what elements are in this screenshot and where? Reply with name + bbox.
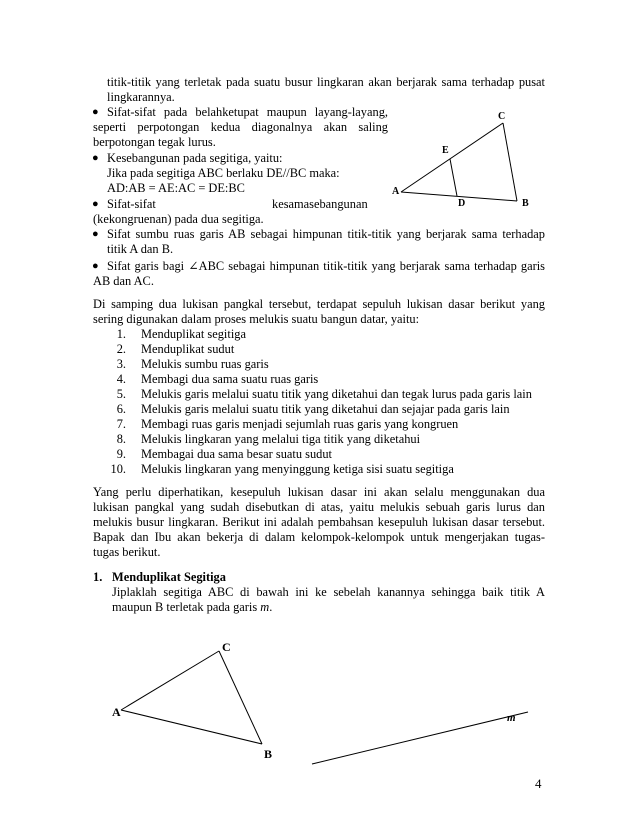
bullet-3-line-2: (kekongruenan) pada dua segitiga. [93, 212, 264, 226]
segment-ac [121, 651, 219, 710]
intro-line-1: Di samping dua lukisan pangkal tersebut, terdapat sepuluh lukisan dasar berikut yang [93, 297, 545, 311]
segment-bc [503, 123, 517, 201]
line-m-name: m [260, 600, 270, 614]
paragraph-line-2: lukisan pangkal yang sudah disebutkan di atas, yaitu melukis sebuah garis lurus dan [93, 500, 545, 514]
list-item: Melukis garis melalui suatu titik yang diketahui dan tegak lurus pada garis lain [141, 387, 532, 401]
duplicate-triangle-figure [100, 630, 540, 770]
list-number: 10. [110, 462, 126, 476]
paragraph-line-5: tugas berikut. [93, 545, 161, 559]
section-line-2-end: . [269, 600, 273, 614]
list-number: 6. [116, 402, 126, 416]
list-number: 1. [116, 327, 126, 341]
bullet-icon: ● [92, 198, 99, 210]
label-b: B [522, 198, 529, 209]
bullet-1-line-2: seperti perpotongan kedua diagonalnya akan saling [93, 120, 388, 134]
bullet-3-line-1a: Sifat-sifat [107, 197, 156, 211]
list-item: Membagi dua sama suatu ruas garis [141, 372, 319, 386]
bullet-2-line-2: Jika pada segitiga ABC berlaku DE//BC maka: [107, 166, 340, 180]
bullet-1-line-1: Sifat-sifat pada belahketupat maupun layang-layang, [107, 105, 388, 119]
label-c: C [498, 111, 506, 122]
list-number: 9. [116, 447, 126, 461]
list-item: Melukis lingkaran yang menyinggung ketiga sisi suatu segitiga [141, 462, 454, 476]
section-line-1: Jiplaklah segitiga ABC di bawah ini ke sebelah kanannya sehingga baik titik A [112, 585, 545, 599]
segment-ac [401, 123, 503, 192]
list-number: 4. [116, 372, 126, 386]
segment-cb [219, 651, 262, 744]
bullet-3-line-1b: kesamasebangunan [272, 197, 368, 211]
list-item: Melukis garis melalui suatu titik yang diketahui dan sejajar pada garis lain [141, 402, 510, 416]
list-item: Menduplikat segitiga [141, 327, 246, 341]
page-number: 4 [535, 776, 542, 791]
bullet-1-line-3: berpotongan tegak lurus. [93, 135, 216, 149]
paragraph-line-4: Bapak dan Ibu akan bekerja di dalam kelompok-kelompok untuk mengerjakan tugas- [93, 530, 545, 544]
bullet-4-line-1: Sifat sumbu ruas garis AB sebagai himpunan titik-titik yang berjarak sama terhadap [107, 227, 545, 241]
paragraph-line-3: melukis busur lingkaran. Berikut ini adalah pembahsan kesepuluh lukisan dasar tersebut. [93, 515, 545, 529]
bullet-2-line-3: AD:AB = AE:AC = DE:BC [107, 181, 245, 195]
list-number: 7. [116, 417, 126, 431]
section-title: Menduplikat Segitiga [112, 570, 226, 584]
bullet-2-line-1: Kesebangunan pada segitiga, yaitu: [107, 151, 283, 165]
label-b: B [264, 747, 273, 761]
paragraph-line-1: Yang perlu diperhatikan, kesepuluh lukisan dasar ini akan selalu menggunakan dua [93, 485, 545, 499]
bullet-5-line-1: Sifat garis bagi ∠ABC sebagai himpunan titik-titik yang berjarak sama terhadap garis [107, 259, 545, 273]
list-item: Menduplikat sudut [141, 342, 235, 356]
label-e: E [442, 145, 449, 156]
list-number: 2. [116, 342, 126, 356]
bullet-continuation-line-2: lingkarannya. [107, 90, 175, 104]
bullet-4-line-2: titik A dan B. [107, 242, 174, 256]
segment-ab [121, 710, 262, 744]
list-number: 8. [116, 432, 126, 446]
list-item: Melukis sumbu ruas garis [141, 357, 269, 371]
bullet-icon: ● [92, 152, 99, 164]
intro-line-2: sering digunakan dalam proses melukis suatu bangun datar, yaitu: [93, 312, 420, 326]
list-item: Melukis lingkaran yang melalui tiga titik yang diketahui [141, 432, 421, 446]
label-d: D [458, 198, 466, 209]
list-number: 3. [116, 357, 126, 371]
list-item: Membagai dua sama besar suatu sudut [141, 447, 332, 461]
line-m [312, 712, 528, 764]
label-a: A [392, 186, 400, 197]
bullet-icon: ● [92, 228, 99, 240]
bullet-icon: ● [92, 260, 99, 272]
section-line-2 [112, 600, 272, 615]
bullet-continuation-line-1: titik-titik yang terletak pada suatu busur lingkaran akan berjarak sama terhadap pusat [107, 75, 545, 89]
bullet-5-line-2: AB dan AC. [93, 274, 154, 288]
similar-triangle-figure [385, 105, 545, 210]
section-number: 1. [93, 570, 103, 584]
list-item: Membagi ruas garis menjadi sejumlah ruas garis yang kongruen [141, 417, 459, 431]
bullet-icon: ● [92, 106, 99, 118]
segment-de [450, 159, 457, 196]
label-c: C [222, 640, 231, 654]
label-m: m [507, 712, 516, 724]
section-line-2-text: maupun B terletak pada garis [112, 600, 261, 614]
list-number: 5. [116, 387, 126, 401]
label-a: A [112, 705, 121, 719]
